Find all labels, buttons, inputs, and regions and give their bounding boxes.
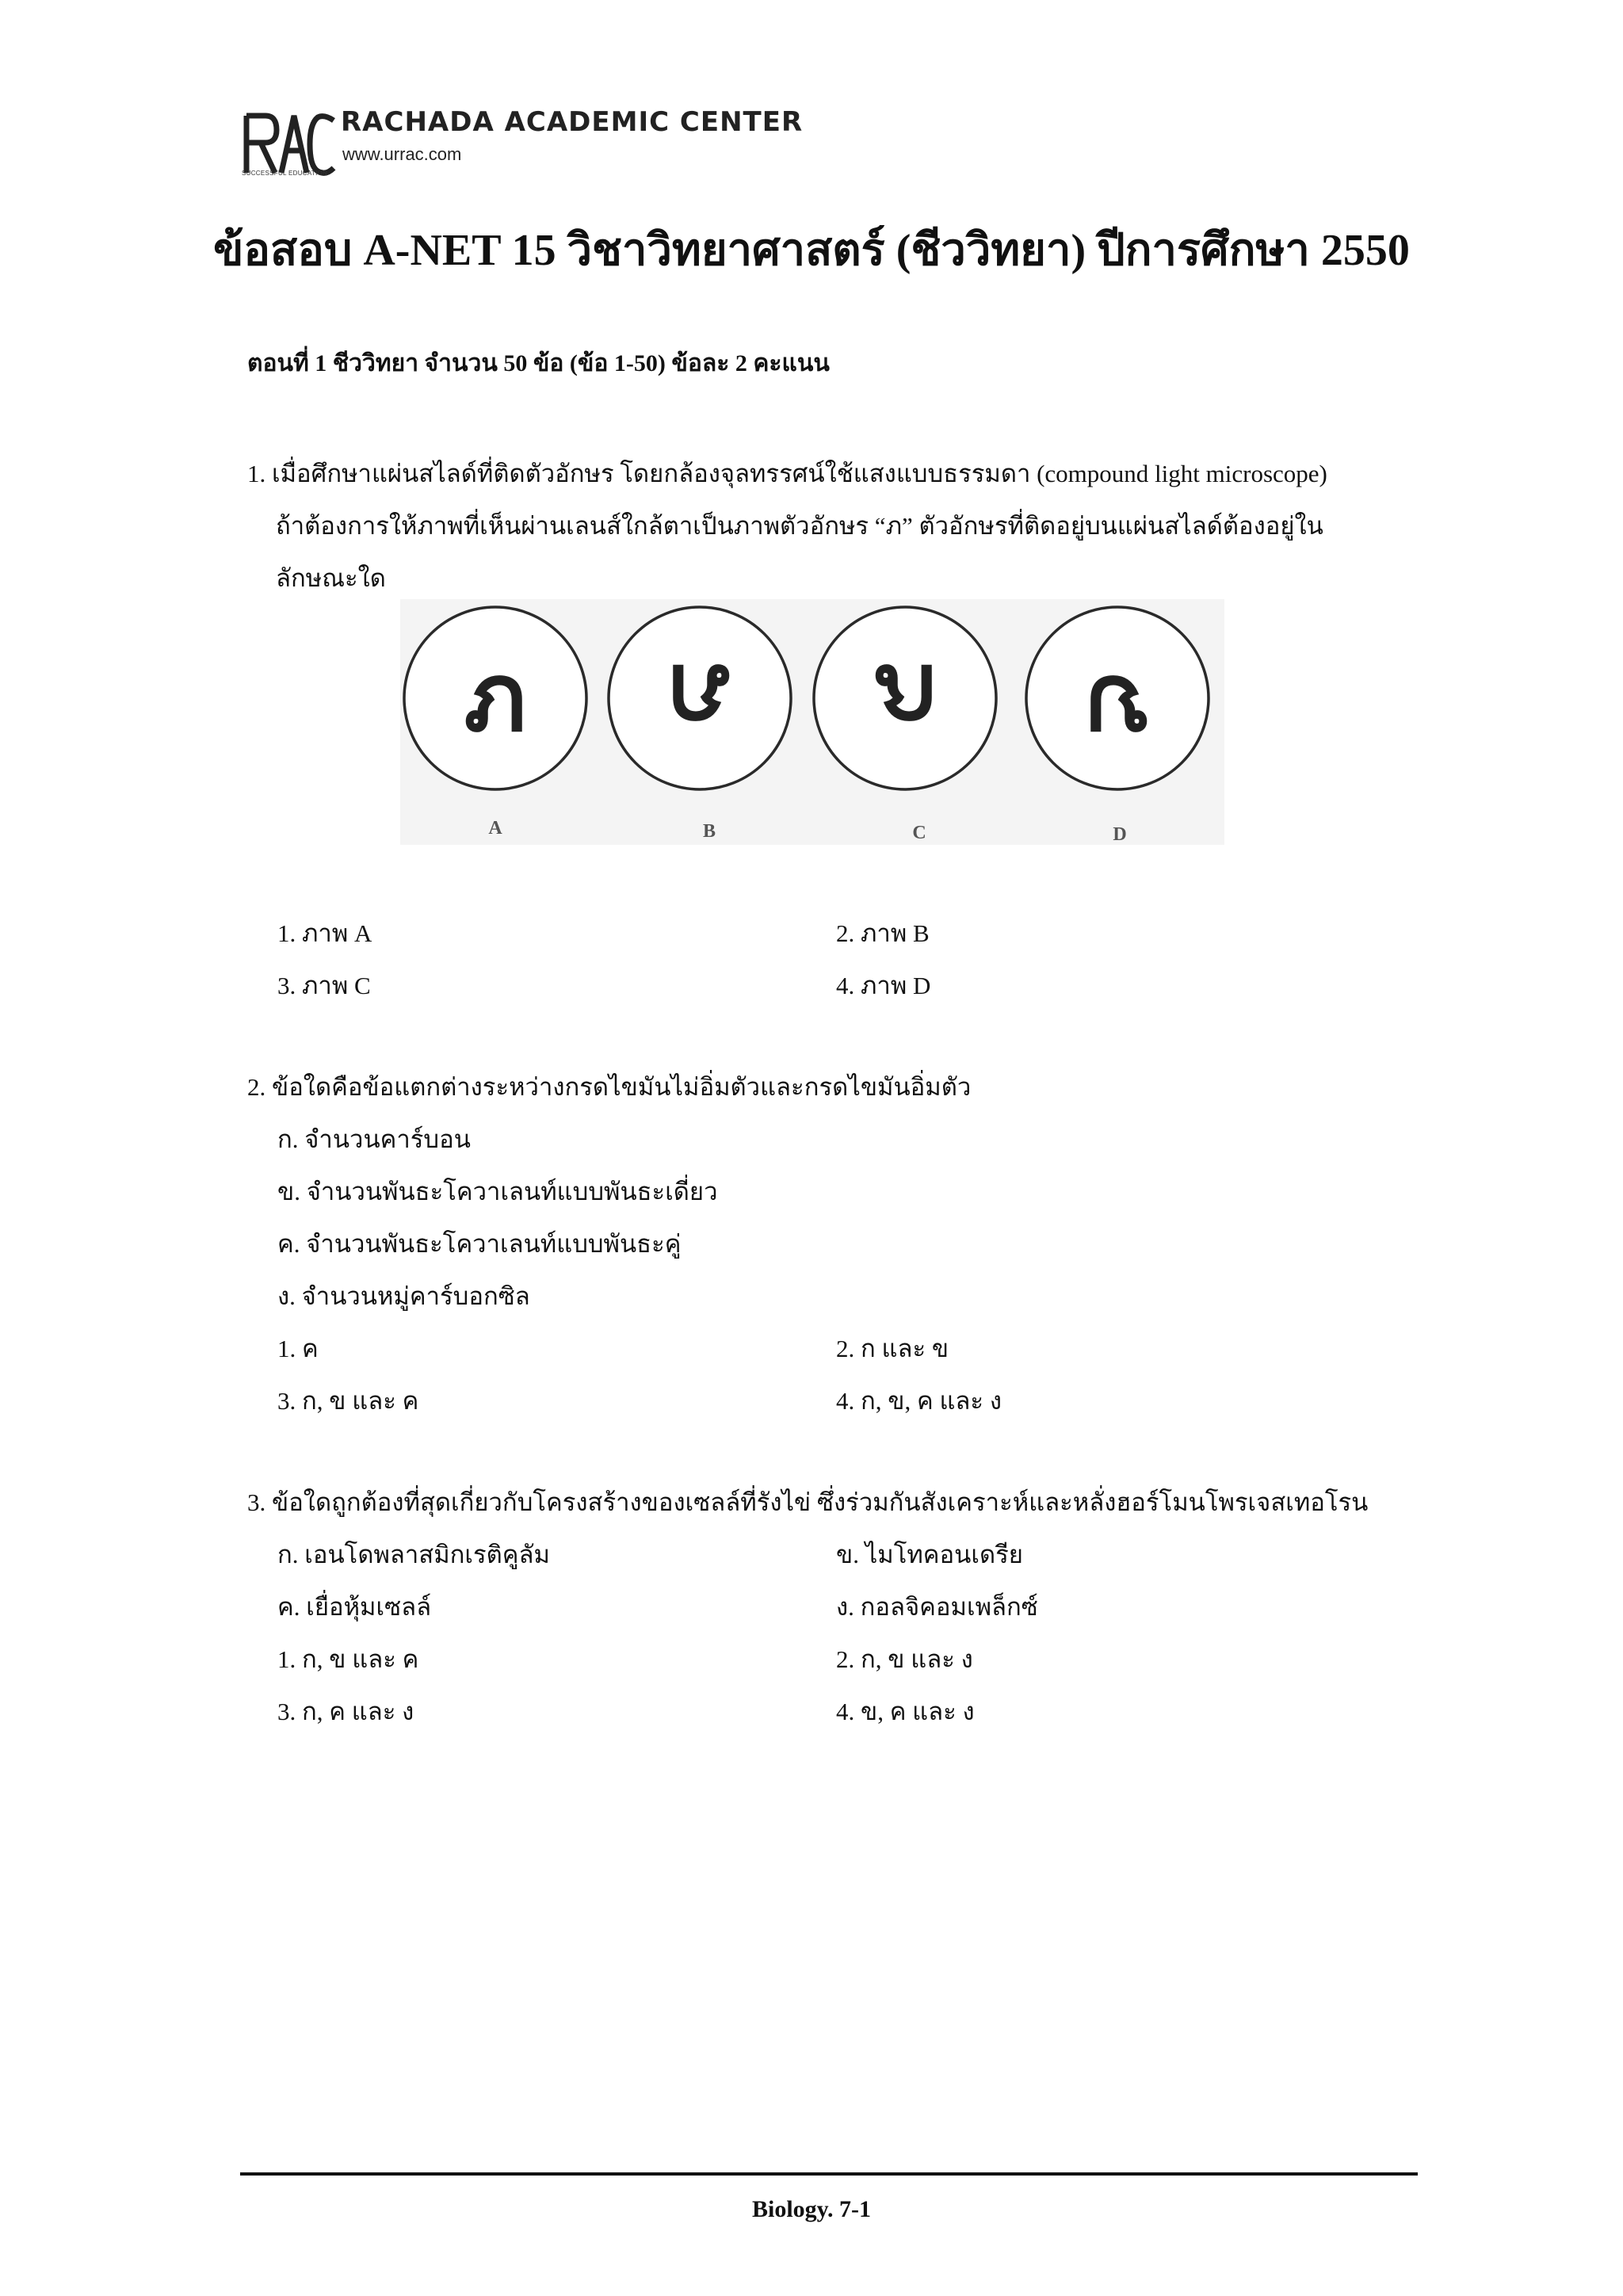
q2-item-ngo: ง. จำนวนหมู่คาร์บอกซิล: [277, 1282, 530, 1310]
figure-glyph-b: ภ: [668, 643, 731, 754]
q3-choice-4: 4. ข, ค และ ง: [836, 1698, 975, 1725]
q2-item-kho: ข. จำนวนพันธะโควาเลนท์แบบพันธะเดี่ยว: [277, 1178, 718, 1205]
q3-choice-1: 1. ก, ข และ ค: [277, 1645, 419, 1673]
q1-stem-line2: ถ้าต้องการให้ภาพที่เห็นผ่านเลนส์ใกล้ตาเป็นภาพตัวอักษร “ภ” ตัวอักษรที่ติดอยู่บนแผ่นสไลด์ต้องอยู่ใน: [276, 512, 1323, 540]
q1-stem-line1: 1. เมื่อศึกษาแผ่นสไลด์ที่ติดตัวอักษร โดยกล้องจุลทรรศน์ใช้แสงแบบธรรมดา (compound light microscope): [247, 460, 1327, 487]
q2-stem: 2. ข้อใดคือข้อแตกต่างระหว่างกรดไขมันไม่อิ่มตัวและกรดไขมันอิ่มตัว: [247, 1073, 972, 1101]
page-footer: Biology. 7-1: [751, 2196, 871, 2222]
q3-item-kho-khwai: ค. เยื่อหุ้มเซลล์: [277, 1593, 432, 1621]
center-url: www.urrac.com: [342, 144, 462, 164]
q3-item-ko: ก. เอนโดพลาสมิกเรติคูลัม: [277, 1541, 550, 1568]
q1-choice-3: 3. ภาพ C: [277, 972, 371, 999]
q1-stem-line3: ลักษณะใด: [276, 564, 386, 592]
q3-stem: 3. ข้อใดถูกต้องที่สุดเกี่ยวกับโครงสร้างของเซลล์ที่รังไข่ ซึ่งร่วมกันสังเคราะห์และหลั่งฮอร์โมนโพรเจสเทอโรน: [247, 1488, 1369, 1516]
q1-choice-2: 2. ภาพ B: [836, 919, 930, 947]
footer-rule: [240, 2172, 1418, 2176]
q2-choice-4: 4. ก, ข, ค และ ง: [836, 1387, 1002, 1415]
document-title: ข้อสอบ A-NET 15 วิชาวิทยาศาสตร์ (ชีววิทยา) ปีการศึกษา 2550: [213, 226, 1410, 275]
q1-choice-1: 1. ภาพ A: [277, 919, 372, 947]
figure-label-d: D: [1113, 824, 1127, 845]
center-name: RACHADA ACADEMIC CENTER: [341, 106, 804, 138]
figure-label-b: B: [702, 821, 716, 842]
figure-glyph-a: ภ: [464, 643, 527, 754]
q2-choice-2: 2. ก และ ข: [836, 1335, 949, 1362]
q2-choice-1: 1. ค: [277, 1335, 319, 1362]
q3-item-kho: ข. ไมโทคอนเดรีย: [836, 1541, 1023, 1568]
section-heading: ตอนที่ 1 ชีววิทยา จำนวน 50 ข้อ (ข้อ 1-50) ข้อละ 2 คะแนน: [247, 350, 830, 376]
q1-microscope-figure: [400, 599, 1224, 845]
q1-choice-4: 4. ภาพ D: [836, 972, 931, 999]
q2-choice-3: 3. ก, ข และ ค: [277, 1387, 419, 1415]
q3-choice-3: 3. ก, ค และ ง: [277, 1698, 414, 1725]
figure-glyph-d: ภ: [1086, 643, 1149, 754]
q3-choice-2: 2. ก, ข และ ง: [836, 1645, 973, 1673]
figure-label-c: C: [912, 823, 926, 843]
q2-item-ko: ก. จำนวนคาร์บอน: [277, 1125, 471, 1153]
figure-glyph-c: ภ: [873, 643, 937, 754]
q2-item-kho-khwai: ค. จำนวนพันธะโควาเลนท์แบบพันธะคู่: [277, 1230, 682, 1258]
figure-label-a: A: [488, 818, 502, 839]
q3-item-ngo: ง. กอลจิคอมเพล็กซ์: [836, 1593, 1038, 1621]
center-tagline: SUCCESSFUL EDUCATION: [242, 170, 328, 177]
